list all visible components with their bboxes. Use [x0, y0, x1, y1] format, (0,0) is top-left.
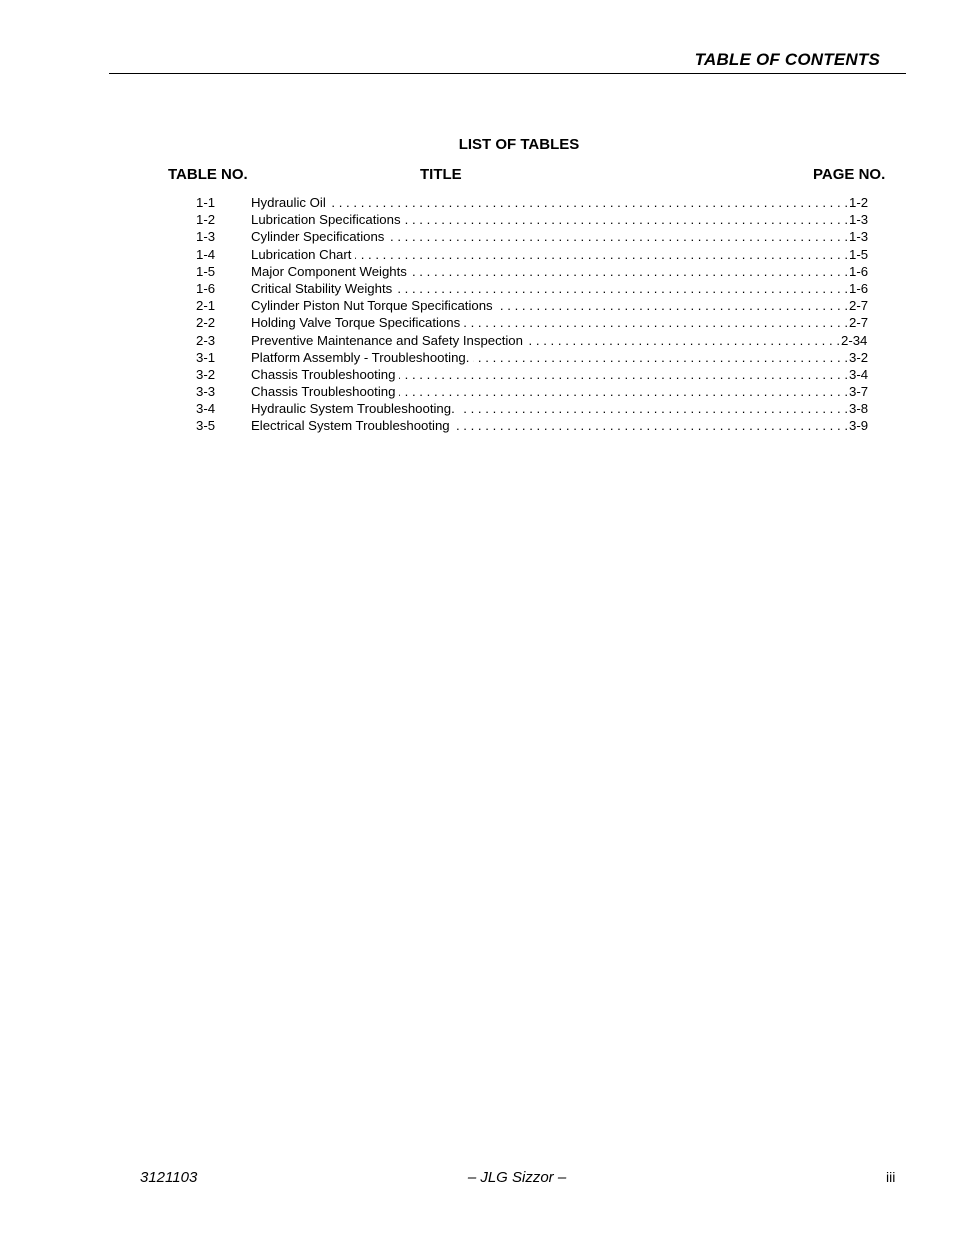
toc-entry-page: 1-3	[849, 229, 869, 245]
toc-entry-page: 2-7	[849, 315, 869, 331]
toc-entry-title: Hydraulic Oil	[251, 195, 326, 210]
toc-entry-number: 1-5	[196, 263, 216, 279]
toc-entry-title: Chassis Troubleshooting	[251, 384, 396, 400]
toc-entry[interactable]	[196, 297, 869, 314]
toc-entry-page: 3-8	[849, 401, 869, 417]
dot-leader	[399, 383, 848, 400]
dot-leader	[405, 211, 848, 228]
toc-entry-number: 2-2	[196, 315, 216, 331]
toc-entry-title: Major Component Weights	[251, 263, 407, 279]
toc-entry-page: 3-4	[849, 366, 869, 382]
toc-entry-page: 2-34	[841, 332, 868, 348]
toc-entry-title: Cylinder Piston Nut Torque Specifications	[251, 298, 493, 314]
toc-entry-page: 1-6	[849, 263, 869, 279]
toc-entry-number: 1-1	[196, 195, 216, 210]
toc-entry-page: 1-3	[849, 212, 869, 228]
dot-leader	[396, 280, 848, 297]
toc-entry-title: Lubrication Chart	[251, 246, 352, 262]
dot-leader	[527, 332, 840, 349]
dot-leader	[464, 314, 848, 331]
toc-entry[interactable]	[196, 314, 869, 331]
toc-entry-number: 1-3	[196, 229, 216, 245]
toc-entry-title: Cylinder Specifications	[251, 229, 385, 245]
dot-leader	[459, 400, 848, 417]
toc-entry-title: Holding Valve Torque Specifications	[251, 315, 461, 331]
toc-entry-title: Platform Assembly - Troubleshooting.	[251, 349, 470, 365]
column-header-title: TITLE	[420, 166, 462, 183]
toc-entry[interactable]	[196, 349, 869, 366]
footer-page-number: iii	[886, 1169, 896, 1185]
toc-entry[interactable]	[196, 332, 869, 349]
toc-list	[196, 194, 869, 435]
toc-entry-title: Preventive Maintenance and Safety Inspection	[251, 332, 523, 348]
header-rule	[109, 73, 906, 74]
toc-entry-title: Hydraulic System Troubleshooting.	[251, 401, 455, 417]
toc-entry-page: 3-9	[849, 418, 869, 434]
toc-entry[interactable]	[196, 417, 869, 434]
toc-entry-number: 3-4	[196, 401, 216, 417]
toc-entry-title: Lubrication Specifications	[251, 212, 401, 228]
toc-entry[interactable]	[196, 246, 869, 263]
toc-entry-title: Chassis Troubleshooting	[251, 366, 396, 382]
toc-entry[interactable]	[196, 211, 869, 228]
dot-leader	[411, 263, 848, 280]
toc-entry-number: 3-1	[196, 349, 216, 365]
toc-entry-number: 3-5	[196, 418, 216, 434]
column-header-table-no: TABLE NO.	[168, 166, 248, 183]
toc-entry-page: 2-7	[849, 298, 869, 314]
toc-entry-number: 2-1	[196, 298, 216, 314]
footer-document-number: 3121103	[140, 1169, 198, 1186]
toc-entry-page: 3-7	[849, 384, 869, 400]
dot-leader	[330, 194, 848, 211]
toc-entry[interactable]	[196, 383, 869, 400]
footer-product-name: – JLG Sizzor –	[467, 1169, 567, 1186]
column-header-page-no: PAGE NO.	[813, 166, 886, 183]
dot-leader	[355, 246, 848, 263]
toc-entry-page: 1-2	[849, 195, 869, 210]
toc-entry[interactable]	[196, 263, 869, 280]
toc-entry[interactable]	[196, 400, 869, 417]
toc-entry-page: 1-5	[849, 246, 869, 262]
dot-leader	[473, 349, 848, 366]
toc-entry-number: 2-3	[196, 332, 216, 348]
toc-entry-title: Critical Stability Weights	[251, 280, 393, 296]
toc-entry-page: 1-6	[849, 280, 869, 296]
page-header-title: TABLE OF CONTENTS	[694, 50, 880, 69]
dot-leader	[454, 417, 848, 434]
toc-entry-title: Electrical System Troubleshooting	[251, 418, 450, 434]
toc-entry-page: 3-2	[849, 349, 869, 365]
toc-entry[interactable]	[196, 280, 869, 297]
dot-leader	[497, 297, 848, 314]
dot-leader	[388, 228, 848, 245]
toc-entry-number: 1-2	[196, 212, 216, 228]
toc-entry-number: 3-2	[196, 366, 216, 382]
toc-entry[interactable]	[196, 194, 869, 211]
toc-entry-number: 3-3	[196, 384, 216, 400]
toc-entry-number: 1-4	[196, 246, 216, 262]
toc-entry[interactable]	[196, 366, 869, 383]
toc-entry-number: 1-6	[196, 280, 216, 296]
list-heading: LIST OF TABLES	[458, 136, 580, 153]
toc-entry[interactable]	[196, 228, 869, 245]
dot-leader	[399, 366, 848, 383]
